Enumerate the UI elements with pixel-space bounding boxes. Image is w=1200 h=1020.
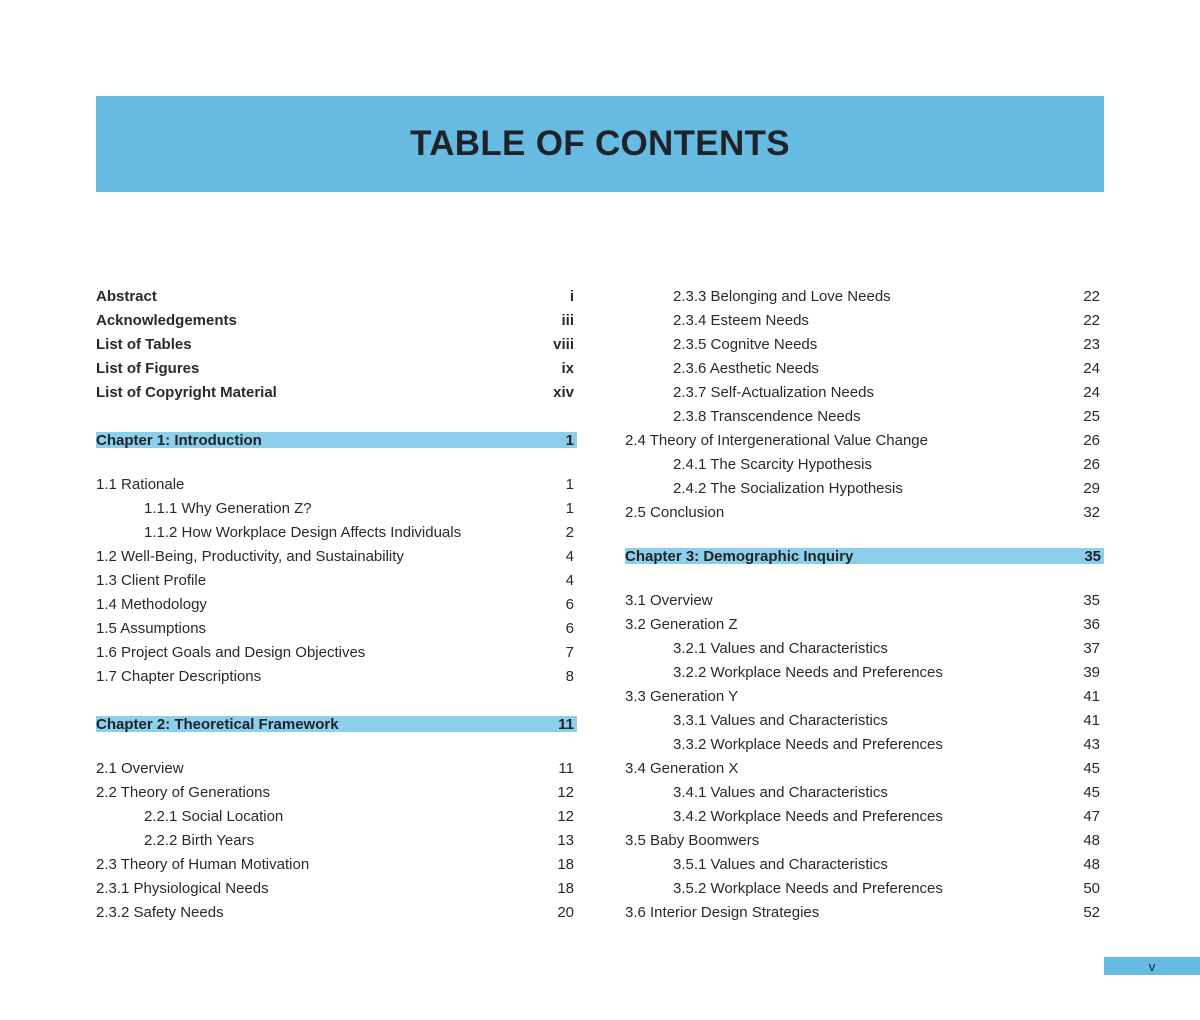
toc-entry[interactable] <box>96 876 574 900</box>
toc-entry[interactable] <box>625 404 1100 428</box>
toc-entry[interactable] <box>625 852 1100 876</box>
toc-entry[interactable] <box>96 780 574 804</box>
toc-entry[interactable] <box>625 308 1100 332</box>
entry-page: xiv <box>553 383 574 401</box>
entry-label: 2.3.4 Esteem Needs <box>673 311 809 329</box>
chapter-heading-2[interactable] <box>96 716 577 732</box>
entry-page: 22 <box>1083 287 1100 305</box>
entry-page: 45 <box>1083 783 1100 801</box>
toc-entry[interactable] <box>96 356 574 380</box>
entry-label: List of Tables <box>96 335 192 353</box>
entry-label: 3.6 Interior Design Strategies <box>625 903 820 921</box>
spacer <box>96 452 574 472</box>
spacer <box>96 688 574 712</box>
entry-label: 2.4.2 The Socialization Hypothesis <box>673 479 903 497</box>
entry-page: 24 <box>1083 383 1100 401</box>
entry-page: i <box>569 287 574 305</box>
toc-entry[interactable] <box>96 756 574 780</box>
toc-entry[interactable] <box>625 732 1100 756</box>
entry-label: 3.1 Overview <box>625 591 713 609</box>
toc-entry[interactable] <box>96 592 574 616</box>
spacer <box>96 736 574 756</box>
entry-page: 6 <box>565 619 574 637</box>
entry-page: 36 <box>1083 615 1100 633</box>
entry-page: 8 <box>565 667 574 685</box>
entry-label: 2.3.6 Aesthetic Needs <box>673 359 819 377</box>
entry-page: 48 <box>1083 855 1100 873</box>
toc-entry[interactable] <box>96 520 574 544</box>
toc-entry[interactable] <box>96 284 574 308</box>
entry-label: 2.3.2 Safety Needs <box>96 903 224 921</box>
chapter-label: Chapter 1: Introduction <box>96 431 262 449</box>
toc-entry[interactable] <box>625 452 1100 476</box>
chapter-page: 35 <box>1084 547 1101 565</box>
toc-entry[interactable] <box>625 332 1100 356</box>
entry-label: 3.3.1 Values and Characteristics <box>673 711 888 729</box>
title-banner <box>96 96 1104 192</box>
toc-entry[interactable] <box>625 636 1100 660</box>
toc-entry[interactable] <box>625 756 1100 780</box>
toc-entry[interactable] <box>96 828 574 852</box>
entry-label: 3.2.1 Values and Characteristics <box>673 639 888 657</box>
entry-label: Acknowledgements <box>96 311 237 329</box>
entry-page: 12 <box>557 807 574 825</box>
spacer <box>96 404 574 428</box>
toc-entry[interactable] <box>625 660 1100 684</box>
toc-entry[interactable] <box>96 640 574 664</box>
toc-entry[interactable] <box>625 708 1100 732</box>
entry-page: 26 <box>1083 431 1100 449</box>
entry-page: 24 <box>1083 359 1100 377</box>
toc-entry[interactable] <box>625 284 1100 308</box>
toc-entry[interactable] <box>96 544 574 568</box>
entry-page: 25 <box>1083 407 1100 425</box>
entry-page: iii <box>561 311 574 329</box>
entry-label: 3.4.2 Workplace Needs and Preferences <box>673 807 943 825</box>
entry-label: 2.5 Conclusion <box>625 503 725 521</box>
entry-page: 6 <box>565 595 574 613</box>
page-title: TABLE OF CONTENTS <box>410 124 790 163</box>
entry-label: 3.5 Baby Boomwers <box>625 831 760 849</box>
entry-page: 4 <box>565 547 574 565</box>
entry-page: 20 <box>557 903 574 921</box>
entry-label: 2.3.3 Belonging and Love Needs <box>673 287 891 305</box>
entry-label: 3.4.1 Values and Characteristics <box>673 783 888 801</box>
chapter-heading-1[interactable] <box>96 432 577 448</box>
entry-label: 3.5.2 Workplace Needs and Preferences <box>673 879 943 897</box>
entry-label: 1.5 Assumptions <box>96 619 207 637</box>
spacer <box>625 568 1100 588</box>
toc-entry[interactable] <box>96 496 574 520</box>
entry-page: 29 <box>1083 479 1100 497</box>
entry-label: 1.1.1 Why Generation Z? <box>144 499 312 517</box>
toc-entry[interactable] <box>625 500 1100 524</box>
toc-entry[interactable] <box>625 828 1100 852</box>
entry-page: 41 <box>1083 711 1100 729</box>
toc-entry[interactable] <box>96 616 574 640</box>
toc-entry[interactable] <box>625 900 1100 924</box>
entry-page: ix <box>561 359 574 377</box>
entry-label: 3.3.2 Workplace Needs and Preferences <box>673 735 943 753</box>
entry-label: 3.5.1 Values and Characteristics <box>673 855 888 873</box>
entry-page: 12 <box>557 783 574 801</box>
entry-label: List of Copyright Material <box>96 383 277 401</box>
entry-page: 39 <box>1083 663 1100 681</box>
entry-label: 2.3.1 Physiological Needs <box>96 879 269 897</box>
toc-entry[interactable] <box>625 684 1100 708</box>
chapter-label: Chapter 3: Demographic Inquiry <box>625 547 854 565</box>
toc-entry[interactable] <box>96 332 574 356</box>
entry-page: viii <box>553 335 574 353</box>
entry-page: 37 <box>1083 639 1100 657</box>
toc-entry[interactable] <box>96 804 574 828</box>
entry-page: 43 <box>1083 735 1100 753</box>
entry-label: 1.7 Chapter Descriptions <box>96 667 262 685</box>
entry-page: 2 <box>565 523 574 541</box>
entry-label: List of Figures <box>96 359 200 377</box>
entry-label: 1.1 Rationale <box>96 475 185 493</box>
entry-page: 7 <box>565 643 574 661</box>
entry-page: 45 <box>1083 759 1100 777</box>
entry-label: 1.3 Client Profile <box>96 571 207 589</box>
entry-label: 2.4.1 The Scarcity Hypothesis <box>673 455 872 473</box>
chapter-page: 11 <box>558 715 574 733</box>
entry-label: 3.3 Generation Y <box>625 687 739 705</box>
toc-entry[interactable] <box>96 308 574 332</box>
entry-page: 1 <box>565 499 574 517</box>
toc-entry[interactable] <box>625 612 1100 636</box>
entry-label: 2.4 Theory of Intergenerational Value Change <box>625 431 928 449</box>
toc-entry[interactable] <box>96 852 574 876</box>
entry-page: 48 <box>1083 831 1100 849</box>
entry-page: 18 <box>557 879 574 897</box>
toc-left-column <box>96 284 574 924</box>
entry-label: 2.3.5 Cognitve Needs <box>673 335 818 353</box>
entry-page: 4 <box>565 571 574 589</box>
chapter-page: 1 <box>565 431 574 449</box>
entry-label: 1.6 Project Goals and Design Objectives <box>96 643 366 661</box>
toc-entry[interactable] <box>625 804 1100 828</box>
entry-page: 11 <box>558 759 574 777</box>
entry-label: Abstract <box>96 287 157 305</box>
entry-page: 22 <box>1083 311 1100 329</box>
entry-label: 2.2.1 Social Location <box>144 807 284 825</box>
chapter-heading-3[interactable] <box>625 548 1104 564</box>
toc-entry[interactable] <box>96 900 574 924</box>
entry-page: 26 <box>1083 455 1100 473</box>
toc-entry[interactable] <box>625 428 1100 452</box>
entry-label: 2.1 Overview <box>96 759 184 777</box>
toc-entry[interactable] <box>96 664 574 688</box>
entry-label: 1.4 Methodology <box>96 595 207 613</box>
entry-page: 23 <box>1083 335 1100 353</box>
entry-page: 52 <box>1083 903 1100 921</box>
entry-page: 41 <box>1083 687 1100 705</box>
entry-page: 47 <box>1083 807 1100 825</box>
entry-page: 13 <box>557 831 574 849</box>
entry-label: 2.3.7 Self-Actualization Needs <box>673 383 874 401</box>
entry-label: 3.4 Generation X <box>625 759 739 777</box>
entry-page: 35 <box>1083 591 1100 609</box>
toc-entry[interactable] <box>96 380 574 404</box>
toc-entry[interactable] <box>625 476 1100 500</box>
toc-entry[interactable] <box>625 780 1100 804</box>
toc-entry[interactable] <box>625 588 1100 612</box>
toc-entry[interactable] <box>96 472 574 496</box>
entry-label: 2.3.8 Transcendence Needs <box>673 407 861 425</box>
entry-page: 18 <box>557 855 574 873</box>
entry-page: 50 <box>1083 879 1100 897</box>
entry-label: 1.1.2 How Workplace Design Affects Individuals <box>144 523 462 541</box>
page-number: v <box>1104 957 1200 975</box>
entry-label: 3.2.2 Workplace Needs and Preferences <box>673 663 943 681</box>
entry-page: 32 <box>1083 503 1100 521</box>
entry-page: 1 <box>565 475 574 493</box>
entry-label: 1.2 Well-Being, Productivity, and Sustainability <box>96 547 404 565</box>
toc-entry[interactable] <box>625 380 1100 404</box>
chapter-label: Chapter 2: Theoretical Framework <box>96 715 339 733</box>
toc-right-column <box>625 284 1100 924</box>
entry-label: 3.2 Generation Z <box>625 615 738 633</box>
entry-label: 2.3 Theory of Human Motivation <box>96 855 310 873</box>
spacer <box>625 524 1100 544</box>
entry-label: 2.2 Theory of Generations <box>96 783 270 801</box>
toc-entry[interactable] <box>96 568 574 592</box>
toc-entry[interactable] <box>625 876 1100 900</box>
toc-entry[interactable] <box>625 356 1100 380</box>
entry-label: 2.2.2 Birth Years <box>144 831 255 849</box>
